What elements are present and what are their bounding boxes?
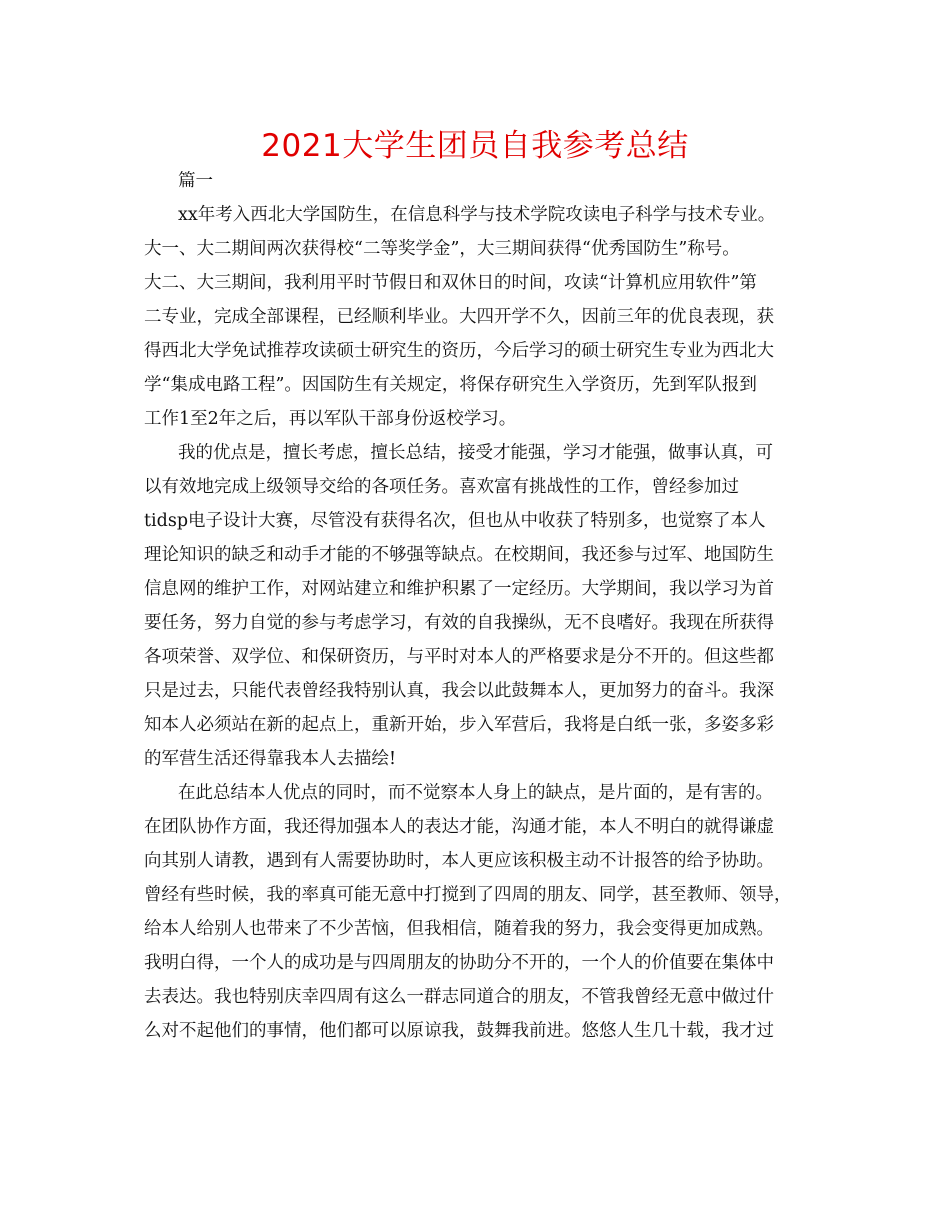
paragraph-3-line-5: 给本人给别人也带来了不少苦恼，但我相信，随着我的努力，我会变得更加成熟。 xyxy=(144,919,774,939)
paragraph-3-line-2: 在团队协作方面，我还得加强本人的表达才能，沟通才能，本人不明白的就得谦虚 xyxy=(144,817,774,837)
paragraph-3-line-6: 我明白得，一个人的成功是与四周朋友的协助分不开的，一个人的价值要在集体中 xyxy=(144,953,774,973)
paragraph-3-line-1: 在此总结本人优点的同时，而不觉察本人身上的缺点，是片面的，是有害的。 xyxy=(178,783,773,803)
paragraph-1-line-1: xx年考入西北大学国防生，在信息科学与技术学院攻读电子科学与技术专业。 xyxy=(178,205,776,225)
paragraph-2-line-1: 我的优点是，擅长考虑，擅长总结，接受才能强，学习才能强，做事认真，可 xyxy=(178,443,773,463)
paragraph-1-line-7: 工作1至2年之后，再以军队干部身份返校学习。 xyxy=(144,409,517,429)
section-label: 篇一 xyxy=(178,171,213,191)
paragraph-3-line-7: 去表达。我也特别庆幸四周有这么一群志同道合的朋友，不管我曾经无意中做过什 xyxy=(144,987,774,1007)
paragraph-1-line-5: 得西北大学免试推荐攻读硕士研究生的资历，今后学习的硕士研究生专业为西北大 xyxy=(144,341,774,361)
paragraph-2-line-4: 理论知识的缺乏和动手才能的不够强等缺点。在校期间，我还参与过军、地国防生 xyxy=(144,545,774,565)
paragraph-3-line-3: 向其别人请教，遇到有人需要协助时，本人更应该积极主动不计报答的给予协助。 xyxy=(144,851,774,871)
paragraph-2-line-3: tidsp电子设计大赛，尽管没有获得名次，但也从中收获了特别多，也觉察了本人 xyxy=(144,511,766,531)
paragraph-3-line-8: 么对不起他们的事情，他们都可以原谅我，鼓舞我前进。悠悠人生几十载，我才过 xyxy=(144,1021,774,1041)
paragraph-2-line-2: 以有效地完成上级领导交给的各项任务。喜欢富有挑战性的工作，曾经参加过 xyxy=(144,477,739,497)
paragraph-2-line-7: 各项荣誉、双学位、和保研资历，与平时对本人的严格要求是分不开的。但这些都 xyxy=(144,647,774,667)
paragraph-2-line-5: 信息网的维护工作，对网站建立和维护积累了一定经历。大学期间，我以学习为首 xyxy=(144,579,774,599)
paragraph-2-line-9: 知本人必须站在新的起点上，重新开始，步入军营后，我将是白纸一张，多姿多彩 xyxy=(144,715,774,735)
paragraph-3-line-4: 曾经有些时候，我的率真可能无意中打搅到了四周的朋友、同学，甚至教师、领导， xyxy=(144,885,792,905)
paragraph-1-line-4: 二专业，完成全部课程，已经顺利毕业。大四开学不久，因前三年的优良表现，获 xyxy=(144,307,774,327)
paragraph-2-line-6: 要任务，努力自觉的参与考虑学习，有效的自我操纵，无不良嗜好。我现在所获得 xyxy=(144,613,774,633)
paragraph-2-line-8: 只是过去，只能代表曾经我特别认真，我会以此鼓舞本人，更加努力的奋斗。我深 xyxy=(144,681,774,701)
document-title: 2021大学生团员自我参考总结 xyxy=(261,128,689,164)
paragraph-1-line-3: 大二、大三期间，我利用平时节假日和双休日的时间，攻读“计算机应用软件”第 xyxy=(144,273,757,293)
paragraph-2-line-10: 的军营生活还得靠我本人去描绘! xyxy=(144,749,397,769)
paragraph-1-line-6: 学“集成电路工程”。因国防生有关规定，将保存研究生入学资历，先到军队报到 xyxy=(144,375,757,395)
paragraph-1-line-2: 大一、大二期间两次获得校“二等奖学金”，大三期间获得“优秀国防生”称号。 xyxy=(144,239,740,259)
